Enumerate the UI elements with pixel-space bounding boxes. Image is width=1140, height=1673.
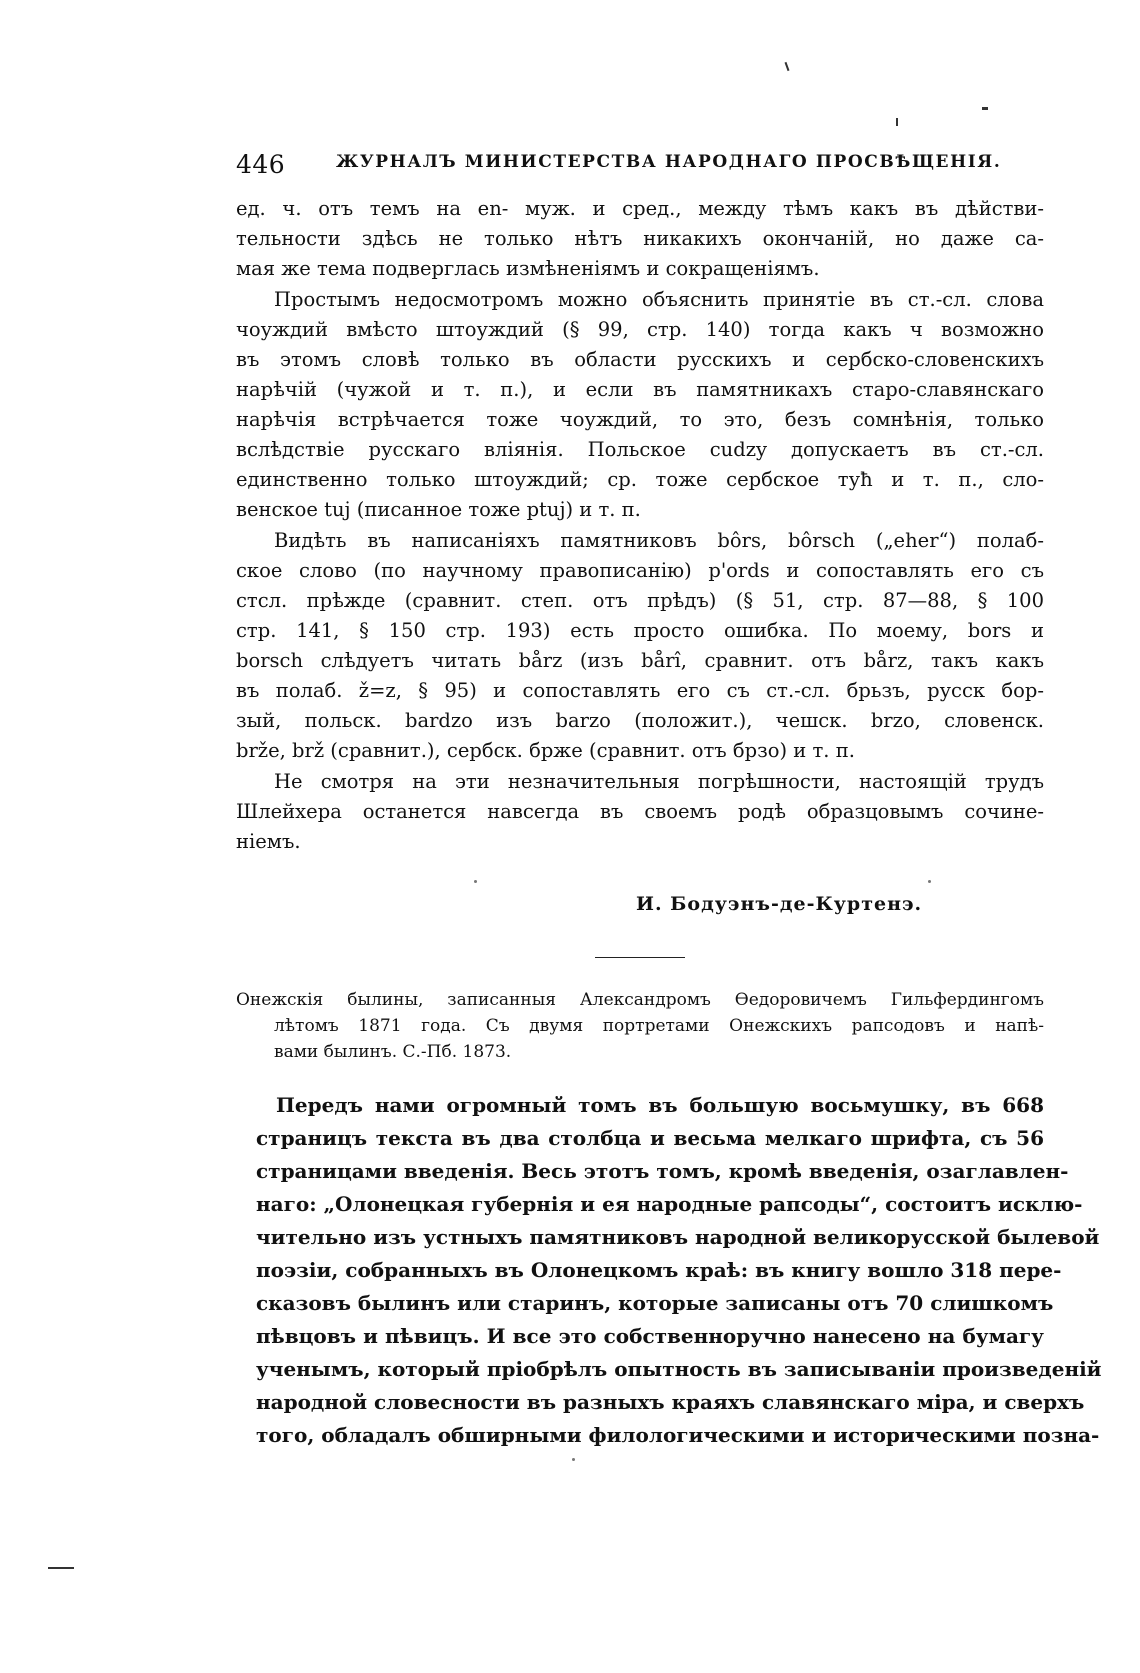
scan-artifact — [896, 118, 898, 126]
text-line: въ этомъ словѣ только въ области русскихъ и сербско-словенскихъ — [236, 348, 1044, 371]
review-line: страницами введенія. Весь этотъ томъ, кромѣ введенія, озаглавлен- — [256, 1159, 1069, 1183]
scan-artifact — [48, 1567, 74, 1569]
scan-artifact — [474, 880, 477, 883]
text-line: чоуждий вмѣсто штоуждий (§ 99, стр. 140) тогда какъ ч возможно — [236, 318, 1044, 341]
review-line: наго: „Олонецкая губернія и ея народные рапсоды“, состоитъ исклю- — [256, 1192, 1083, 1216]
text-line: зый, польск. bardzo изъ barzo (положит.), чешск. brzo, словенск. — [236, 709, 1044, 732]
review-line: поэзіи, собранныхъ въ Олонецкомъ краѣ: въ книгу вошло 318 пере- — [256, 1258, 1062, 1282]
text-line: brže, brž (сравнит.), сербск. бржe (сравнит. отъ брзо) и т. п. — [236, 739, 855, 762]
text-line: Видѣть въ написаніяхъ памятниковъ bôrs, bôrsch („eher“) полаб- — [274, 529, 1044, 552]
reference-line: лѣтомъ 1871 года. Съ двумя портретами Онежскихъ рапсодовъ и напѣ- — [274, 1016, 1044, 1036]
reference-line: Онежскія былины, записанныя Александромъ Ѳедоровичемъ Гильфердингомъ — [236, 990, 1044, 1010]
text-line: стр. 141, § 150 стр. 193) есть просто ошибка. По моему, bors и — [236, 619, 1044, 642]
review-line: сказовъ былинъ или старинъ, которые записаны отъ 70 слишкомъ — [256, 1291, 1054, 1315]
text-line: единственно только штоуждий; ср. тоже сербское туħ и т. п., сло- — [236, 468, 1044, 491]
review-line: народной словесности въ разныхъ краяхъ славянскаго міра, и сверхъ — [256, 1390, 1085, 1414]
section-divider — [595, 957, 685, 958]
text-line: мая же тема подверглась измѣненіямъ и сокращеніямъ. — [236, 257, 820, 280]
text-line: ніемъ. — [236, 830, 301, 853]
author-signature: И. Бодуэнъ-де-Куртенэ. — [636, 893, 923, 915]
review-line: Передъ нами огромный томъ въ большую восьмушку, въ 668 — [276, 1093, 1044, 1117]
text-line: венское tuj (писанное тоже ptuj) и т. п. — [236, 498, 641, 521]
text-line: въ полаб. ž=z, § 95) и сопоставлять его съ ст.-сл. брьзъ, русск бор- — [236, 679, 1044, 702]
review-line: пѣвцовъ и пѣвицъ. И все это собственноручно нанесено на бумагу — [256, 1324, 1044, 1348]
scan-artifact — [928, 880, 931, 883]
scan-artifact — [785, 62, 790, 71]
text-line: borsch слѣдуетъ читать bårz (изъ bårî, сравнит. отъ bårz, такъ какъ — [236, 649, 1044, 672]
text-line: Шлейхера останется навсегда въ своемъ родѣ образцовымъ сочине- — [236, 800, 1044, 823]
review-line: страницъ текста въ два столбца и весьма мелкаго шрифта, съ 56 — [256, 1126, 1044, 1150]
text-line: вслѣдствіе русскаго вліянія. Польское cudzy допускаетъ въ ст.-сл. — [236, 438, 1044, 461]
page-number: 446 — [236, 150, 286, 179]
review-line: того, обладалъ обширными филологическими и историческими позна- — [256, 1423, 1100, 1447]
text-line: стсл. прѣжде (сравнит. степ. отъ прѣдъ) (§ 51, стр. 87—88, § 100 — [236, 589, 1044, 612]
reference-line: вами былинъ. С.-Пб. 1873. — [274, 1042, 512, 1062]
review-line: чительно изъ устныхъ памятниковъ народной великорусской былевой — [256, 1225, 1100, 1249]
text-line: нарѣчія встрѣчается тоже чоуждий, то это, безъ сомнѣнія, только — [236, 408, 1044, 431]
review-line: ученымъ, который пріобрѣлъ опытность въ записываніи произведеній — [256, 1357, 1102, 1381]
text-line: Простымъ недосмотромъ можно объяснить принятіе въ ст.-сл. слова — [274, 288, 1044, 311]
text-line: Не смотря на эти незначительныя погрѣшности, настоящій трудъ — [274, 770, 1044, 793]
text-line: тельности здѣсь не только нѣтъ никакихъ окончаній, но даже са- — [236, 227, 1044, 250]
journal-title: ЖУРНАЛЪ МИНИСТЕРСТВА НАРОДНАГО ПРОСВѢЩЕНІЯ. — [336, 152, 1002, 172]
text-line: нарѣчій (чужой и т. п.), и если въ памятникахъ старо-славянскаго — [236, 378, 1044, 401]
text-line: ед. ч. отъ темъ на en- муж. и сред., между тѣмъ какъ въ дѣйстви- — [236, 197, 1044, 220]
scan-artifact — [572, 1458, 575, 1461]
text-line: ское слово (по научному правописанію) p'ords и сопоставлять его съ — [236, 559, 1044, 582]
scan-artifact — [982, 107, 988, 110]
